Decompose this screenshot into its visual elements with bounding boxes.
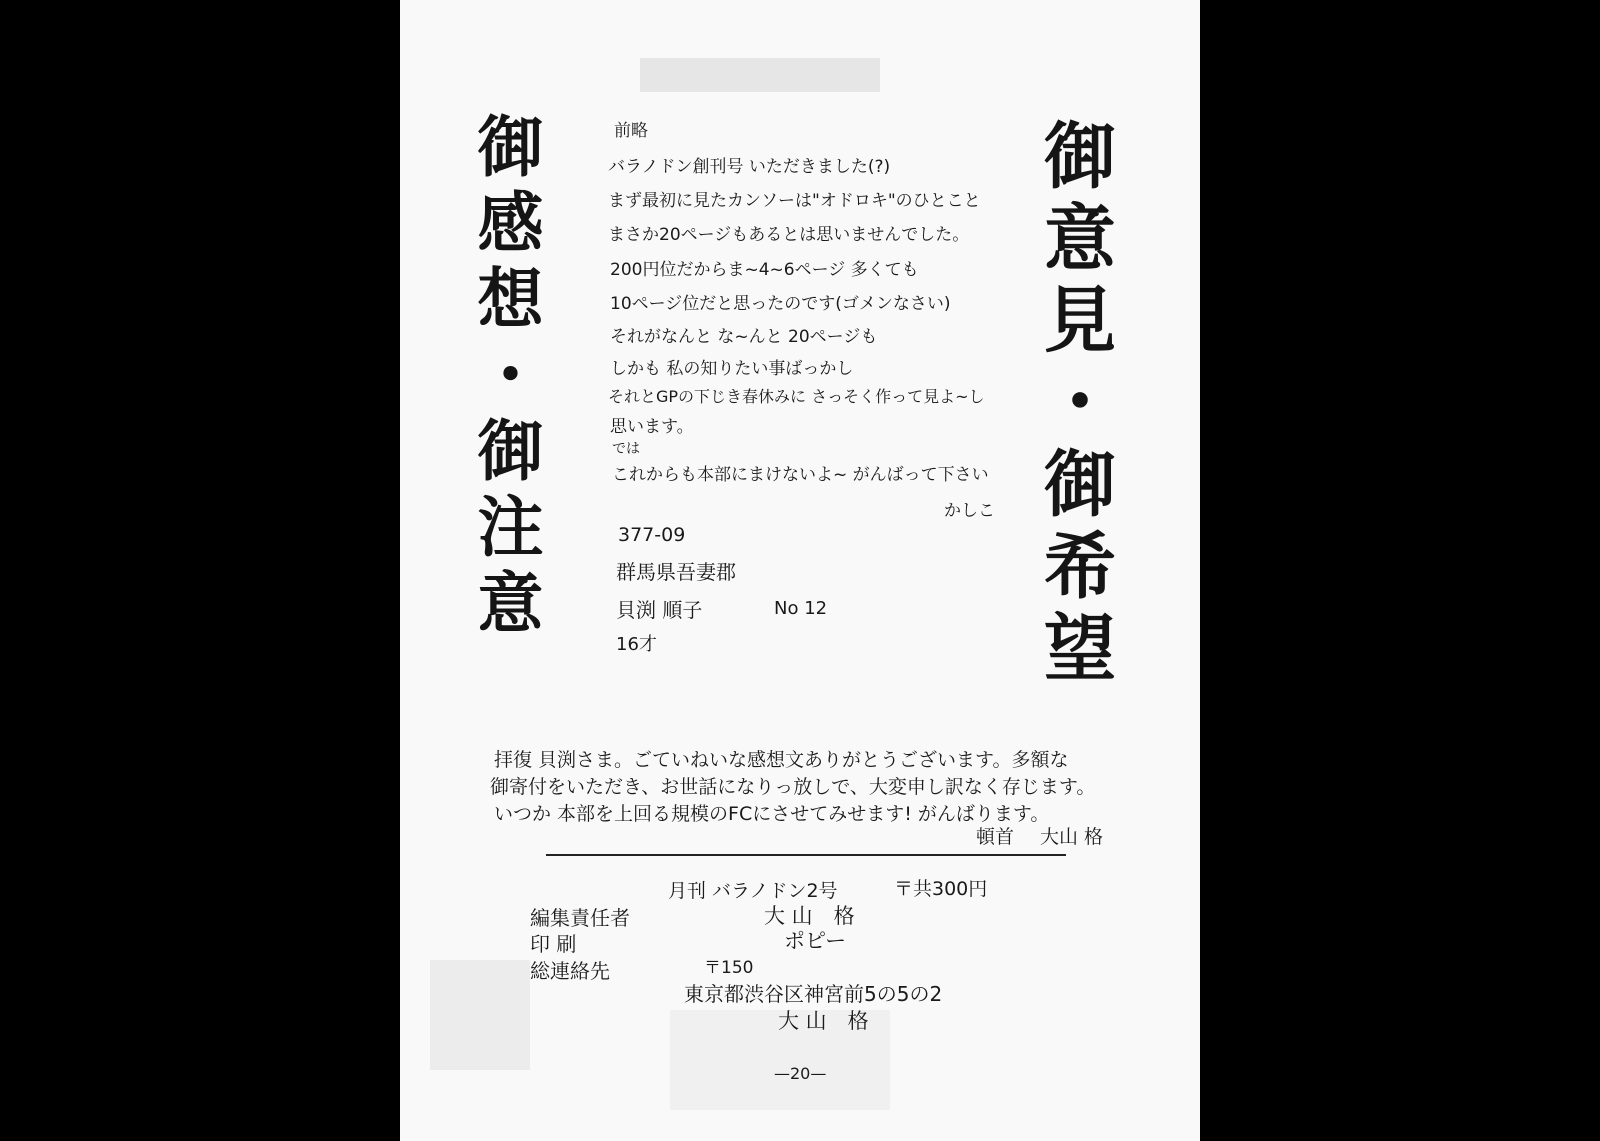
- scan-smudge: [430, 960, 530, 1070]
- letter-line: バラノドン創刊号 いただきました(?): [608, 157, 891, 177]
- editor-label: 編集責任者: [530, 906, 630, 930]
- editor-name: 大 山 格: [764, 904, 855, 928]
- reply-line: 御寄付をいただき、お世話になりっ放しで、大変申し訳なく存じます。: [490, 776, 1096, 798]
- contact-name: 大 山 格: [778, 1009, 869, 1033]
- letter-line: まさか20ページもあるとは思いませんでした。: [608, 225, 970, 245]
- letter-line: まず最初に見たカンソーは"オドロキ"のひとこと: [608, 191, 981, 211]
- sender-age: 16才: [616, 634, 657, 655]
- letter-line: しかも 私の知りたい事ばっかし: [610, 359, 854, 379]
- colophon-title: 月刊 バラノドン2号: [668, 880, 838, 902]
- sender-name: 貝渕 順子: [616, 598, 703, 622]
- letter-closing: かしこ: [944, 501, 995, 521]
- faded-stamp: [640, 58, 880, 92]
- right-vertical-heading: 御意見・御希望: [1032, 118, 1117, 692]
- contact-postal-code: 〒150: [704, 958, 754, 978]
- reply-line: いつか 本部を上回る規模のFCにさせてみせます! がんばります。: [494, 803, 1050, 825]
- contact-address: 東京都渋谷区神宮前5の5の2: [684, 982, 943, 1006]
- reply-signature: 大山 格: [1040, 826, 1104, 848]
- letter-line: それがなんと な~んと 20ページも: [610, 327, 878, 347]
- letter-line: 200円位だからま~4~6ページ 多くても: [610, 260, 919, 280]
- document-page: [400, 0, 1200, 1141]
- reply-line: 拝復 貝渕さま。ごていねいな感想文ありがとうございます。多額な: [494, 749, 1069, 771]
- left-vertical-heading: 御感想・御注意: [466, 112, 544, 644]
- contact-label: 総連絡先: [530, 959, 610, 983]
- letter-greeting: 前略: [614, 121, 648, 141]
- letter-line: それとGPの下じき春休みに さっそく作って見よ~し: [608, 387, 985, 406]
- letter-line: 思います。: [610, 417, 694, 437]
- sender-member-number: No 12: [774, 598, 828, 619]
- sender-postal-code: 377-09: [618, 524, 686, 546]
- colophon-price: 〒共300円: [894, 878, 988, 900]
- reply-signoff: 頓首: [976, 826, 1015, 848]
- letter-line: 10ページ位だと思ったのです(ゴメンなさい): [610, 294, 951, 314]
- printer-name: ポピー: [784, 929, 847, 953]
- letter-line: では: [612, 441, 640, 457]
- sender-address: 群馬県吾妻郡: [616, 560, 736, 584]
- divider-line: [546, 854, 1066, 856]
- print-label: 印 刷: [530, 932, 577, 956]
- page-number: —20—: [774, 1064, 827, 1083]
- letter-line: これからも本部にまけないよ~ がんばって下さい: [612, 465, 989, 485]
